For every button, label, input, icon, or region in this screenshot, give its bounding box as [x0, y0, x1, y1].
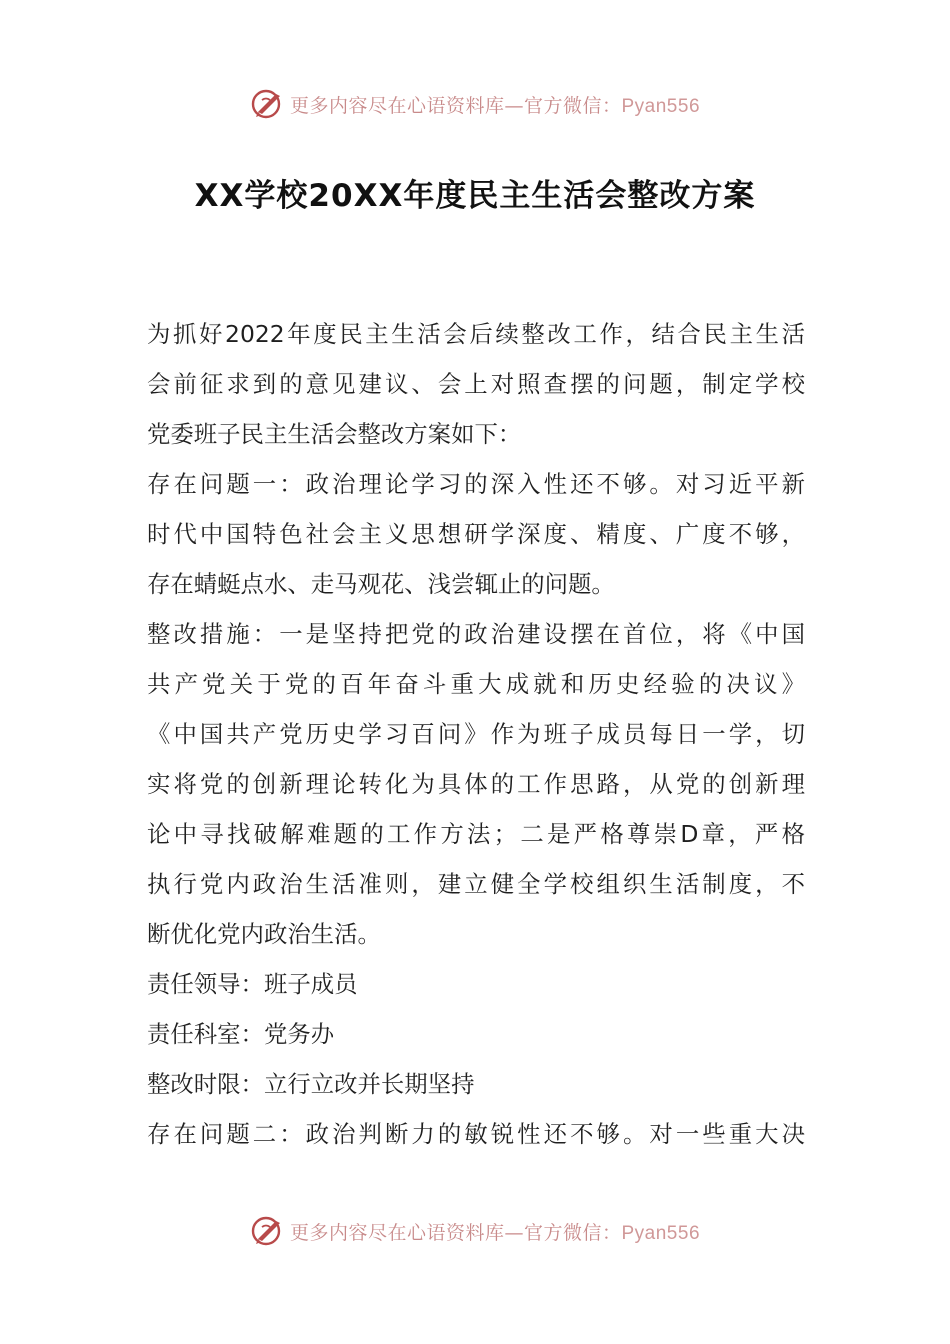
- body-line: 整改措施：一是坚持把党的政治建设摆在首位，将《中国: [147, 620, 805, 648]
- header-watermark: [0, 84, 950, 124]
- watermark-text: 更多内容尽在心语资料库—官方微信：Pyan556: [289, 94, 701, 117]
- body-line: 存在问题二：政治判断力的敏锐性还不够。对一些重大决: [147, 1120, 805, 1148]
- watermark-text: 更多内容尽在心语资料库—官方微信：Pyan556: [289, 1221, 701, 1244]
- body-line: 共产党关于党的百年奋斗重大成就和历史经验的决议》: [147, 670, 805, 698]
- pen-logo-icon: [250, 86, 286, 122]
- body-line: 时代中国特色社会主义思想研学深度、精度、广度不够，: [147, 520, 805, 548]
- body-line: 为抓好2022年度民主生活会后续整改工作，结合民主生活: [147, 320, 805, 348]
- body-line: 存在问题一：政治理论学习的深入性还不够。对习近平新: [147, 470, 805, 498]
- body-line: 会前征求到的意见建议、会上对照查摆的问题，制定学校: [147, 370, 805, 398]
- body-line: 实将党的创新理论转化为具体的工作思路，从党的创新理: [147, 770, 805, 798]
- watermark-wechat-id: Pyan556: [621, 95, 701, 117]
- body-line: 责任科室：党务办: [147, 1020, 335, 1048]
- body-line: 整改时限：立行立改并长期坚持: [147, 1070, 475, 1098]
- body-line: 存在蜻蜓点水、走马观花、浅尝辄止的问题。: [147, 570, 615, 598]
- body-line: 执行党内政治生活准则，建立健全学校组织生活制度，不: [147, 870, 805, 898]
- body-line: 断优化党内政治生活。: [147, 920, 381, 948]
- body-line: 《中国共产党历史学习百问》作为班子成员每日一学，切: [147, 720, 805, 748]
- document-title: XX学校20XX年度民主生活会整改方案: [194, 178, 756, 214]
- body-line: 责任领导：班子成员: [147, 970, 358, 998]
- document-body: [147, 309, 805, 1159]
- pen-logo-icon: [250, 1213, 286, 1249]
- body-line: 论中寻找破解难题的工作方法；二是严格尊崇D章，严格: [147, 820, 805, 848]
- footer-watermark: [0, 1211, 950, 1251]
- body-line: 党委班子民主生活会整改方案如下：: [147, 420, 522, 448]
- watermark-wechat-id: Pyan556: [621, 1222, 701, 1244]
